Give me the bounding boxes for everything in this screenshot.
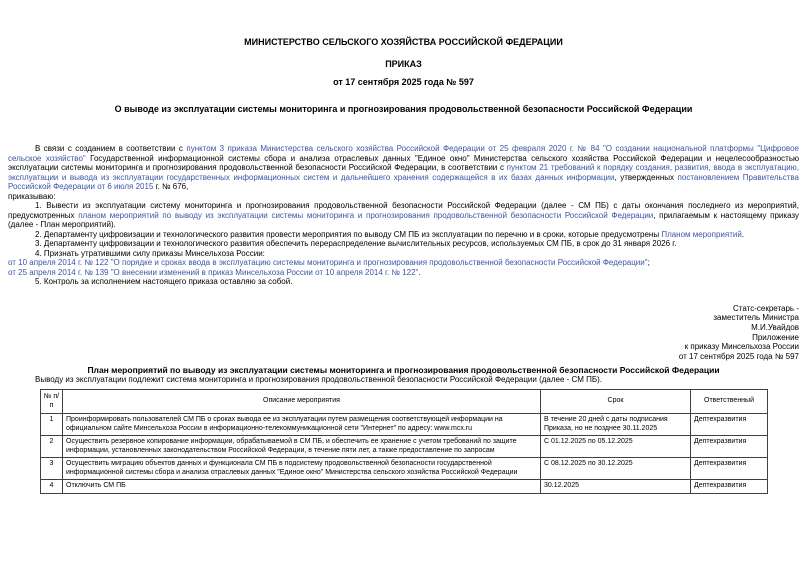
table-cell: 30.12.2025 [541,480,691,494]
doc-link[interactable]: от 10 апреля 2014 г. № 122 "О порядке и сроках ввода в эксплуатацию системы мониторинга и прогнозирования продовольственной безопасности Российской Федерации" [8,258,648,267]
text-run: . [418,267,421,277]
document-body [8,144,799,287]
col-header-responsible: Ответственный [691,390,768,414]
doc-link[interactable]: пунктом 21 требований к порядку создания, развития, ввода в эксплуатацию, эксплуатации и вывода из эксплуатации государственных информационных систем и дальнейшего хранения содержащейся в их базах данных информации [8,163,799,182]
doc-link[interactable]: Планом мероприятий [661,229,742,239]
table-row [41,480,768,494]
signature-post-line-1: Статс-секретарь - [733,303,799,313]
table-cell: Осуществить миграцию объектов данных и функционала СМ ПБ в подсистему продовольственной безопасности государственной информационной системы сбора и анализа отраслевых данных "Единое окно" Министерства сельского хозяйства Российской Федерации [63,458,541,480]
text-run: ; [647,258,650,267]
table-cell: Дептехразвития [691,436,768,458]
table-cell: 2 [41,436,63,458]
plan-table-body [41,414,768,494]
signature-post-line-2: заместитель Министра [713,313,799,323]
order-item-4-sub-2 [8,268,799,278]
col-header-deadline: Срок [541,390,691,414]
table-cell: Дептехразвития [691,458,768,480]
appendix-intro: Выводу из эксплуатации подлежит система мониторинга и прогнозирования продовольственной безопасности Российской Федерации (далее - СМ ПБ). [35,374,602,384]
table-cell: 4 [41,480,63,494]
text-run: 2. Департаменту цифровизации и технологического развития провести мероприятия по выводу СМ ПБ из эксплуатации по перечню и в сроки, которые предусмотрены [35,229,662,239]
table-cell: Проинформировать пользователей СМ ПБ о сроках вывода ее из эксплуатации путем размещения соответствующей информации на официальном сайте Минсельхоза России в информационно-телекоммуникационной сети "Интернет" по адресу: www.mcx.ru [63,414,541,436]
col-header-description: Описание мероприятия [63,390,541,414]
preamble-paragraph [8,144,799,192]
order-item-1 [8,201,799,230]
doc-type: ПРИКАЗ [385,59,422,69]
order-item-2 [8,230,799,240]
table-cell: В течение 20 дней с даты подписания Приказа, но не позднее 30.11.2025 [541,414,691,436]
doc-subject: О выводе из эксплуатации системы мониторинга и прогнозирования продовольственной безопасности Российской Федерации [114,104,693,114]
appendix-marker: Приложение [752,332,799,342]
appendix-ref-line-1: к приказу Минсельхоза России [684,342,799,352]
table-cell: 3 [41,458,63,480]
doc-link[interactable]: планом мероприятий по выводу из эксплуатации системы мониторинга и прогнозирования продовольственной безопасности Российской Федерации [78,210,654,220]
text-run: 1. Вывести из эксплуатации систему мониторинга и прогнозирования продовольственной безопасности Российской Федерации (далее - СМ ПБ) с даты окончания последнего из мероприятий, предусмотренных [8,201,799,220]
appendix-ref-line-2: от 17 сентября 2025 года № 597 [678,352,799,362]
doc-link[interactable]: пунктом 3 приказа Министерства сельского хозяйства Российской Федерации от 25 февраля 2020 г. № 84 "О создании национальной платформы "Цифровое сельское хозяйство" [8,144,799,163]
text-run: 5. Контроль за исполнением настоящего приказа оставляю за собой. [35,277,293,286]
orders-word: приказываю: [8,191,56,201]
doc-link[interactable]: от 25 апреля 2014 г. № 139 "О внесении изменений в приказ Минсельхоза России от 10 апреля 2014 г. № 122" [8,267,419,277]
plan-table [40,389,768,494]
order-item-4-sub-1 [8,258,799,268]
text-run: . [741,229,745,239]
appendix-title: План мероприятий по выводу из эксплуатации системы мониторинга и прогнозирования продовольственной безопасности Российской Федерации [87,364,720,375]
text-run: 3. Департаменту цифровизации и технологического развития обеспечить перераспределение вычислительных ресурсов, используемых СМ ПБ, в срок до 31 января 2026 г. [35,239,677,248]
table-cell: Дептехразвития [691,480,768,494]
text-run: Государственной информационной системы сбора и анализа отраслевых данных "Единое окно" Министерства сельского хозяйства Российской Федерации и нецелесообразностью эксплуатации системы мониторинга и прогнозирования продовольственной безопасности Российской Федерации, в соответствии с [8,153,799,172]
order-item-4 [8,249,799,259]
order-item-3 [8,239,799,249]
table-cell: 1 [41,414,63,436]
col-header-number: № п/п [41,390,63,414]
table-cell: С 08.12.2025 по 30.12.2025 [541,458,691,480]
text-run: , прилагаемым к настоящему приказу (далее - План мероприятий). [8,210,800,229]
doc-link[interactable]: постановлением Правительства Российской Федерации от 6 июля 2015 [8,172,799,191]
signature-name: М.И.Увайдов [751,322,799,332]
table-cell: Отключить СМ ПБ [63,480,541,494]
text-run: 4. Признать утратившими силу приказы Минсельхоза России: [35,248,265,258]
text-run: В связи с созданием в соответствии с [35,144,187,153]
table-row [41,414,768,436]
table-row [41,436,768,458]
table-cell: С 01.12.2025 по 05.12.2025 [541,436,691,458]
order-item-5 [8,277,799,287]
text-run: г. № 676, [153,182,189,191]
table-row [41,458,768,480]
table-cell: Осуществить резервное копирование информации, обрабатываемой в СМ ПБ, и обеспечить ее хранение с учетом требований по защите информации, установленных законодательством Российской Федерации, в течение пяти лет, а также предоставление по запросам [63,436,541,458]
text-run: , утвержденных [614,172,678,182]
table-cell: Дептехразвития [691,414,768,436]
ministry-name: МИНИСТЕРСТВО СЕЛЬСКОГО ХОЗЯЙСТВА РОССИЙСКОЙ ФЕДЕРАЦИИ [244,37,563,47]
doc-date-number: от 17 сентября 2025 года № 597 [333,77,474,87]
plan-table-header-row [41,390,768,414]
signature-block [8,304,799,362]
